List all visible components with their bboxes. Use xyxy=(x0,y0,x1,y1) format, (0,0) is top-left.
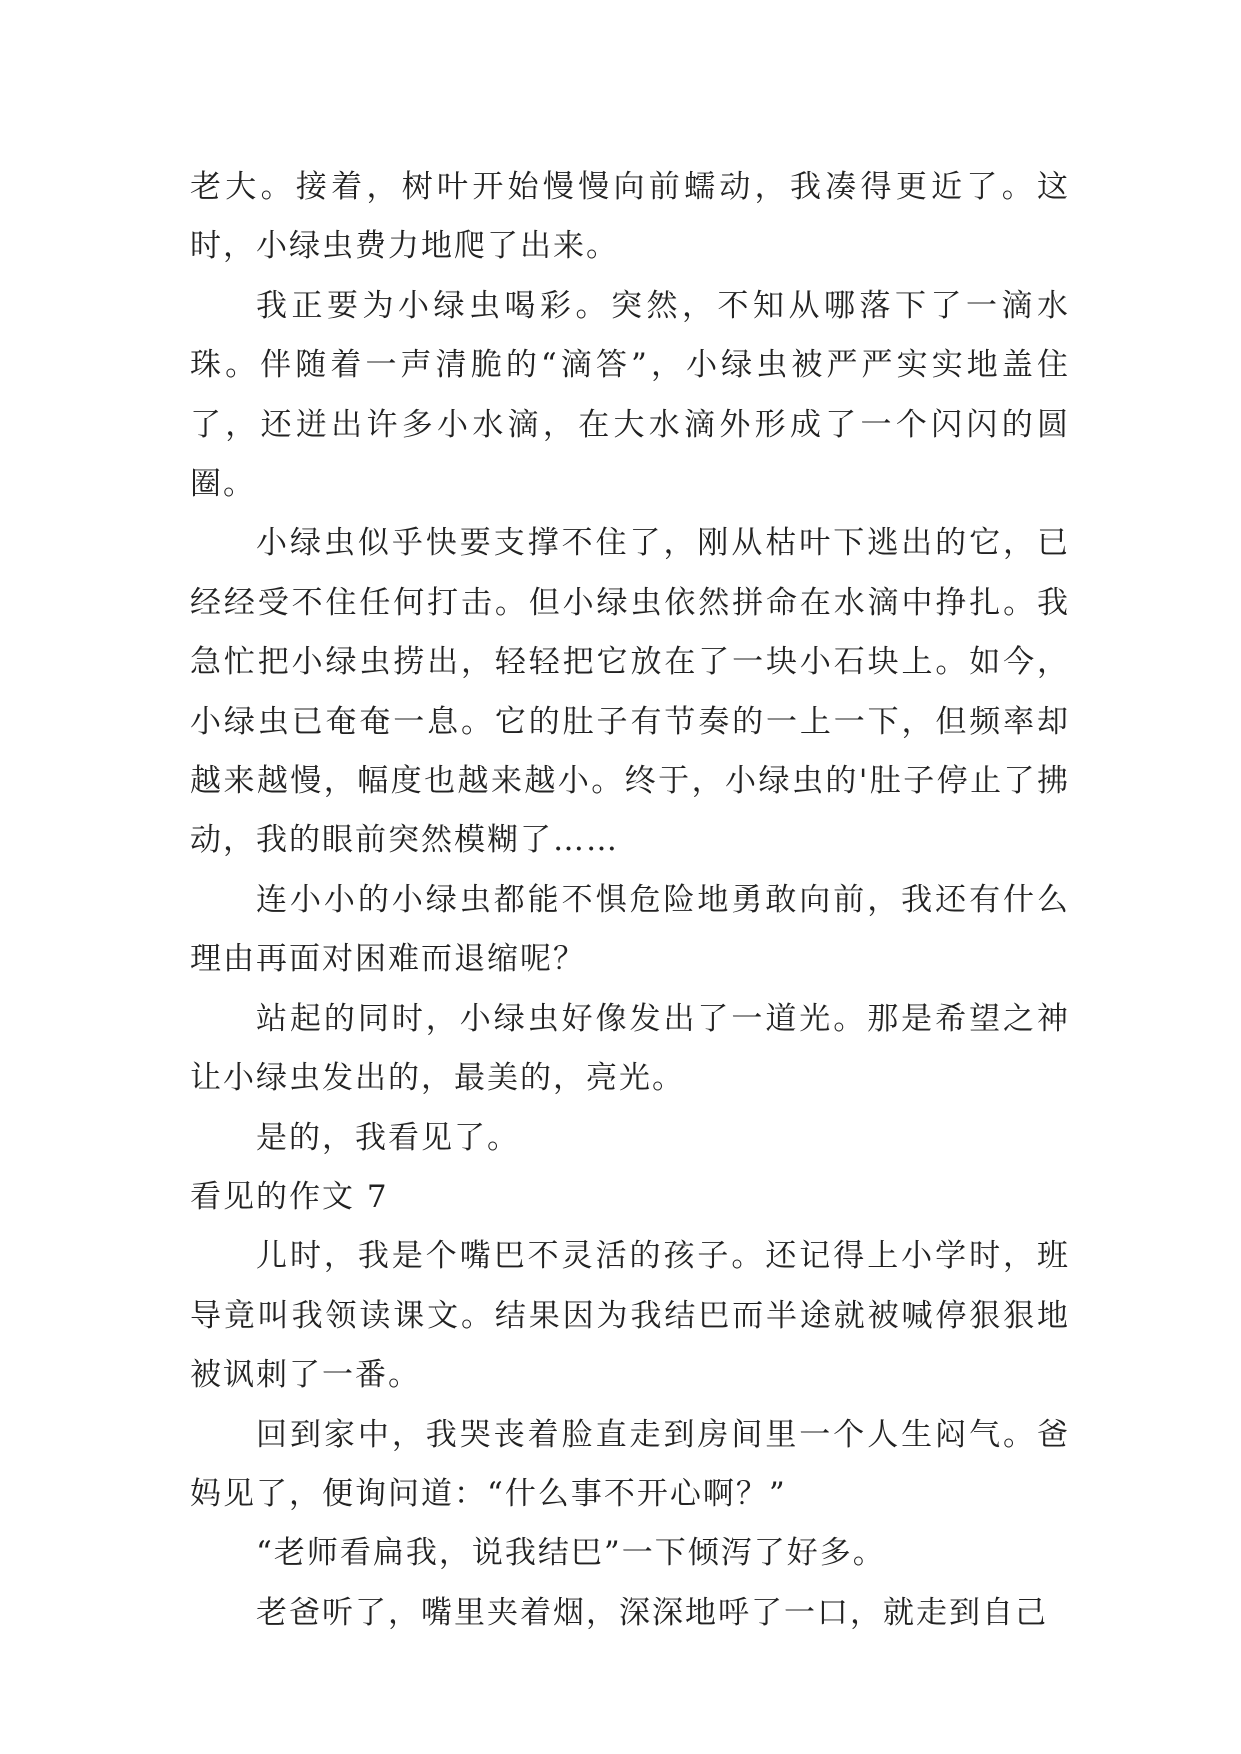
paragraph-continuation: 老大。接着，树叶开始慢慢向前蠕动，我凑得更近了。这时，小绿虫费力地爬了出来。 xyxy=(190,169,1070,265)
paragraph: 连小小的小绿虫都能不惧危险地勇敢向前，我还有什么理由再面对困难而退缩呢？ xyxy=(190,881,1070,978)
paragraph: 我正要为小绿虫喝彩。突然，不知从哪落下了一滴水珠。伴随着一声清脆的“滴答”，小绿虫被严严实实地盖住了，还迸出许多小水滴，在大水滴外形成了一个闪闪的圆圈。 xyxy=(190,287,1070,503)
paragraph: 儿时，我是个嘴巴不灵活的孩子。还记得上小学时，班导竟叫我领读课文。结果因为我结巴而半途就被喊停狠狠地被讽刺了一番。 xyxy=(190,1238,1070,1394)
paragraph: 小绿虫似乎快要支撑不住了，刚从枯叶下逃出的它，已经经受不住任何打击。但小绿虫依然拼命在水滴中挣扎。我急忙把小绿虫捞出，轻轻把它放在了一块小石块上。如今，小绿虫已奄奄一息。它的肚子有节奏的一上一下，但频率却越来越慢，幅度也越来越小。终于，小绿虫的'肚子停止了拂动，我的眼前突然模糊了…… xyxy=(190,525,1070,859)
paragraph: 是的，我看见了。 xyxy=(256,1119,520,1156)
section-heading: 看见的作文 7 xyxy=(190,1178,389,1215)
paragraph: 站起的同时，小绿虫好像发出了一道光。那是希望之神让小绿虫发出的，最美的，亮光。 xyxy=(190,1000,1070,1097)
paragraph: “老师看扁我，说我结巴”一下倾泻了好多。 xyxy=(256,1535,886,1572)
paragraph: 回到家中，我哭丧着脸直走到房间里一个人生闷气。爸妈见了，便询问道：“什么事不开心啊？” xyxy=(190,1416,1070,1512)
essay-body xyxy=(190,158,1070,1643)
paragraph: 老爸听了，嘴里夹着烟，深深地呼了一口，就走到自己 xyxy=(256,1594,1048,1631)
